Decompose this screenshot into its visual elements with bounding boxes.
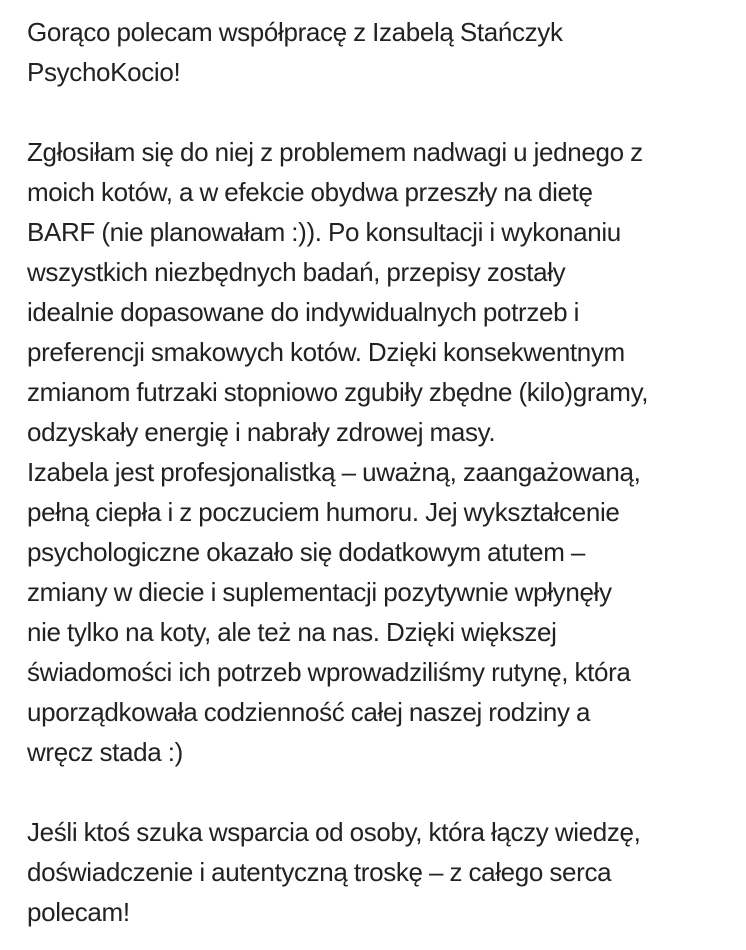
text-line: moich kotów, a w efekcie obydwa przeszły na dietę [27, 177, 593, 207]
closing-paragraph [27, 812, 739, 932]
body-paragraph [27, 132, 739, 772]
text-line: idealnie dopasowane do indywidualnych potrzeb i [27, 297, 579, 327]
paragraph-spacer [27, 92, 739, 132]
text-line: BARF (nie planowałam :)). Po konsultacji i wykonaniu [27, 217, 621, 247]
paragraph-spacer [27, 772, 739, 812]
text-line: zmiany w diecie i suplementacji pozytywnie wpłynęły [27, 577, 612, 607]
text-line: PsychoKocio! [27, 57, 181, 87]
text-line: wręcz stada :) [27, 737, 183, 767]
intro-paragraph [27, 12, 739, 92]
text-line: preferencji smakowych kotów. Dzięki konsekwentnym [27, 337, 625, 367]
text-line: psychologiczne okazało się dodatkowym atutem – [27, 537, 586, 567]
text-line: Izabela jest profesjonalistką – uważną, zaangażowaną, [27, 457, 641, 487]
text-line: odzyskały energię i nabrały zdrowej masy. [27, 417, 496, 447]
text-line: Gorąco polecam współpracę z Izabelą Stańczyk [27, 17, 563, 47]
text-line: Jeśli ktoś szuka wsparcia od osoby, która łączy wiedzę, [27, 817, 641, 847]
text-line: wszystkich niezbędnych badań, przepisy zostały [27, 257, 566, 287]
text-line: uporządkowała codzienność całej naszej rodziny a [27, 697, 591, 727]
text-line: świadomości ich potrzeb wprowadziliśmy rutynę, która [27, 657, 631, 687]
text-line: pełną ciepła i z poczuciem humoru. Jej wykształcenie [27, 497, 620, 527]
testimonial-text [27, 12, 739, 932]
text-line: nie tylko na koty, ale też na nas. Dzięki większej [27, 617, 557, 647]
text-line: polecam! [27, 897, 130, 927]
text-line: doświadczenie i autentyczną troskę – z całego serca [27, 857, 612, 887]
text-line: Zgłosiłam się do niej z problemem nadwagi u jednego z [27, 137, 643, 167]
text-line: zmianom futrzaki stopniowo zgubiły zbędne (kilo)gramy, [27, 377, 649, 407]
